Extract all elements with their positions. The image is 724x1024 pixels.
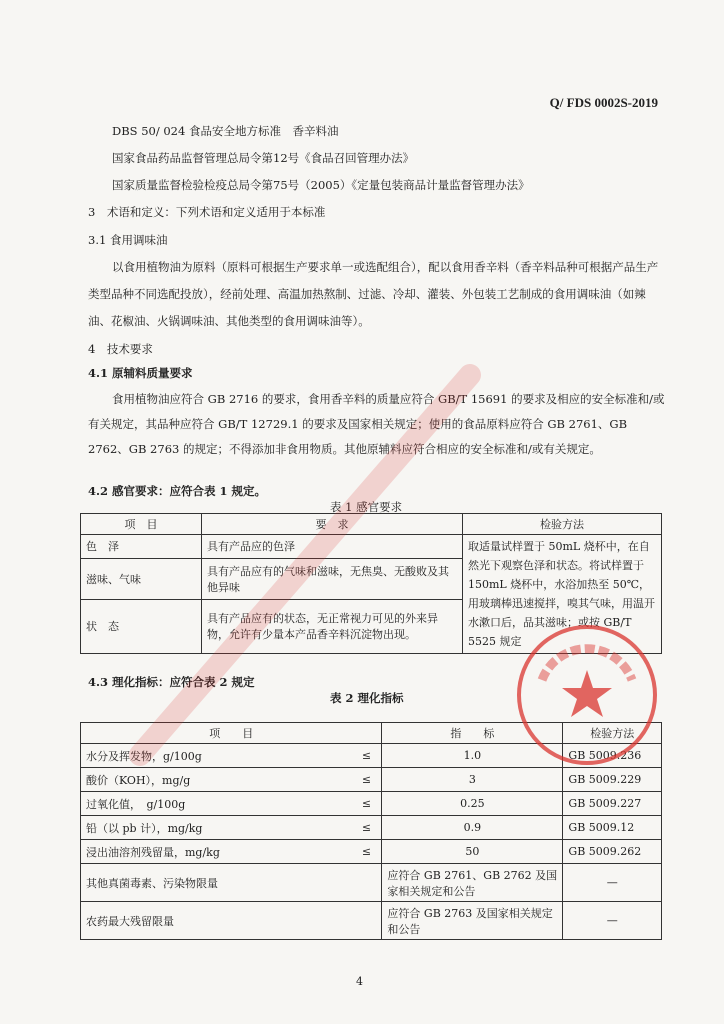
row-value: 50: [382, 840, 563, 864]
section-4-1-heading: 4.1 原辅料质量要求: [88, 366, 193, 380]
ref-line: DBS 50/ 024 食品安全地方标准 香辛料油: [112, 124, 339, 138]
row-operator: ≤: [351, 816, 382, 840]
table-header: 项 目: [81, 723, 382, 744]
section-4-heading: 4 技术要求: [88, 342, 153, 356]
table-header: 检验方法: [563, 723, 662, 744]
section-3-heading: 3 术语和定义：下列术语和定义适用于本标准: [88, 205, 326, 219]
table-row: [81, 840, 662, 864]
watermark-stroke: [120, 355, 500, 775]
row-item: 酸价（KOH），mg/g: [81, 768, 352, 792]
row-value: 应符合 GB 2763 及国家相关规定和公告: [382, 902, 563, 940]
row-method: —: [563, 864, 662, 902]
row-value: 应符合 GB 2761、GB 2762 及国家相关规定和公告: [382, 864, 563, 902]
table-header: 要 求: [202, 514, 463, 535]
section-3-1-heading: 3.1 食用调味油: [88, 233, 168, 247]
standard-code: Q/ FDS 0002S-2019: [549, 95, 658, 110]
table-row: [81, 816, 662, 840]
row-operator: ≤: [351, 840, 382, 864]
row-item: 状 态: [81, 599, 202, 653]
test-method: 取适量试样置于 50mL 烧杯中，在自然光下观察色泽和状态。将试样置于 150mL 烧杯中，水浴加热至 50℃，用玻璃棒迅速搅拌，嗅其气味，用温开水漱口后，品其滋味；或按 GB/T 5525 规定: [463, 535, 662, 654]
row-item: 水分及挥发物，g/100g: [81, 744, 352, 768]
section-4-1-body: 食用植物油应符合 GB 2716 的要求，食用香辛料的质量应符合 GB/T 15691 的要求及相应的安全标准和/或有关规定，其品种应符合 GB/T 12729.1 的要求及国家相关规定；使用的食品原料应符合 GB 2761、GB 2762、GB 2763 的规定；不得添加非食用物质。其他原辅料应符合相应的安全标准和/或有关规定。: [88, 392, 665, 456]
row-requirement: 具有产品应有的状态，无正常视力可见的外来异物，允许有少量本产品香辛料沉淀物出现。: [202, 599, 463, 653]
row-value: 1.0: [382, 744, 563, 768]
table-row: [81, 864, 662, 902]
row-requirement: 具有产品应的色泽: [202, 535, 463, 559]
row-item: 农药最大残留限量: [81, 902, 382, 940]
row-method: GB 5009.12: [563, 816, 662, 840]
row-value: 3: [382, 768, 563, 792]
row-item: 色 泽: [81, 535, 202, 559]
row-item: 过氧化值， g/100g: [81, 792, 352, 816]
table-1-caption: 表 1 感官要求: [330, 500, 403, 514]
table-row: [81, 792, 662, 816]
table-header: 指 标: [382, 723, 563, 744]
row-value: 0.9: [382, 816, 563, 840]
page-number: 4: [356, 975, 363, 988]
row-requirement: 具有产品应有的气味和滋味，无焦臭、无酸败及其他异味: [202, 558, 463, 599]
row-item: 浸出油溶剂残留量，mg/kg: [81, 840, 352, 864]
ref-line: 国家食品药品监督管理总局令第12号《食品召回管理办法》: [112, 151, 415, 165]
row-value: 0.25: [382, 792, 563, 816]
row-operator: ≤: [351, 744, 382, 768]
row-item: 滋味、气味: [81, 558, 202, 599]
section-3-1-body: 以食用植物油为原料（原料可根据生产要求单一或选配组合），配以食用香辛料（香辛料品种可根据产品生产类型品种不同选配投放），经前处理、高温加热熬制、过滤、冷却、灌装、外包装工艺制成的食用调味油（如辣油、花椒油、火锅调味油、其他类型的食用调味油等）。: [88, 260, 659, 328]
row-method: GB 5009.229: [563, 768, 662, 792]
row-operator: ≤: [351, 792, 382, 816]
section-4-2-heading: 4.2 感官要求：应符合表 1 规定。: [88, 484, 267, 498]
row-method: GB 5009.227: [563, 792, 662, 816]
row-method: —: [563, 902, 662, 940]
table-row: [81, 902, 662, 940]
row-method: GB 5009.262: [563, 840, 662, 864]
row-method: GB 5009.236: [563, 744, 662, 768]
table-header: 项 目: [81, 514, 202, 535]
row-operator: ≤: [351, 768, 382, 792]
row-item: 其他真菌毒素、污染物限量: [81, 864, 382, 902]
section-4-3-heading: 4.3 理化指标：应符合表 2 规定: [88, 675, 255, 689]
table-2-caption: 表 2 理化指标: [330, 691, 404, 705]
company-seal-icon: [512, 620, 662, 770]
ref-line: 国家质量监督检验检疫总局令第75号（2005）《定量包装商品计量监督管理办法》: [112, 178, 530, 192]
row-item: 铅（以 pb 计），mg/kg: [81, 816, 352, 840]
table-header: 检验方法: [463, 514, 662, 535]
